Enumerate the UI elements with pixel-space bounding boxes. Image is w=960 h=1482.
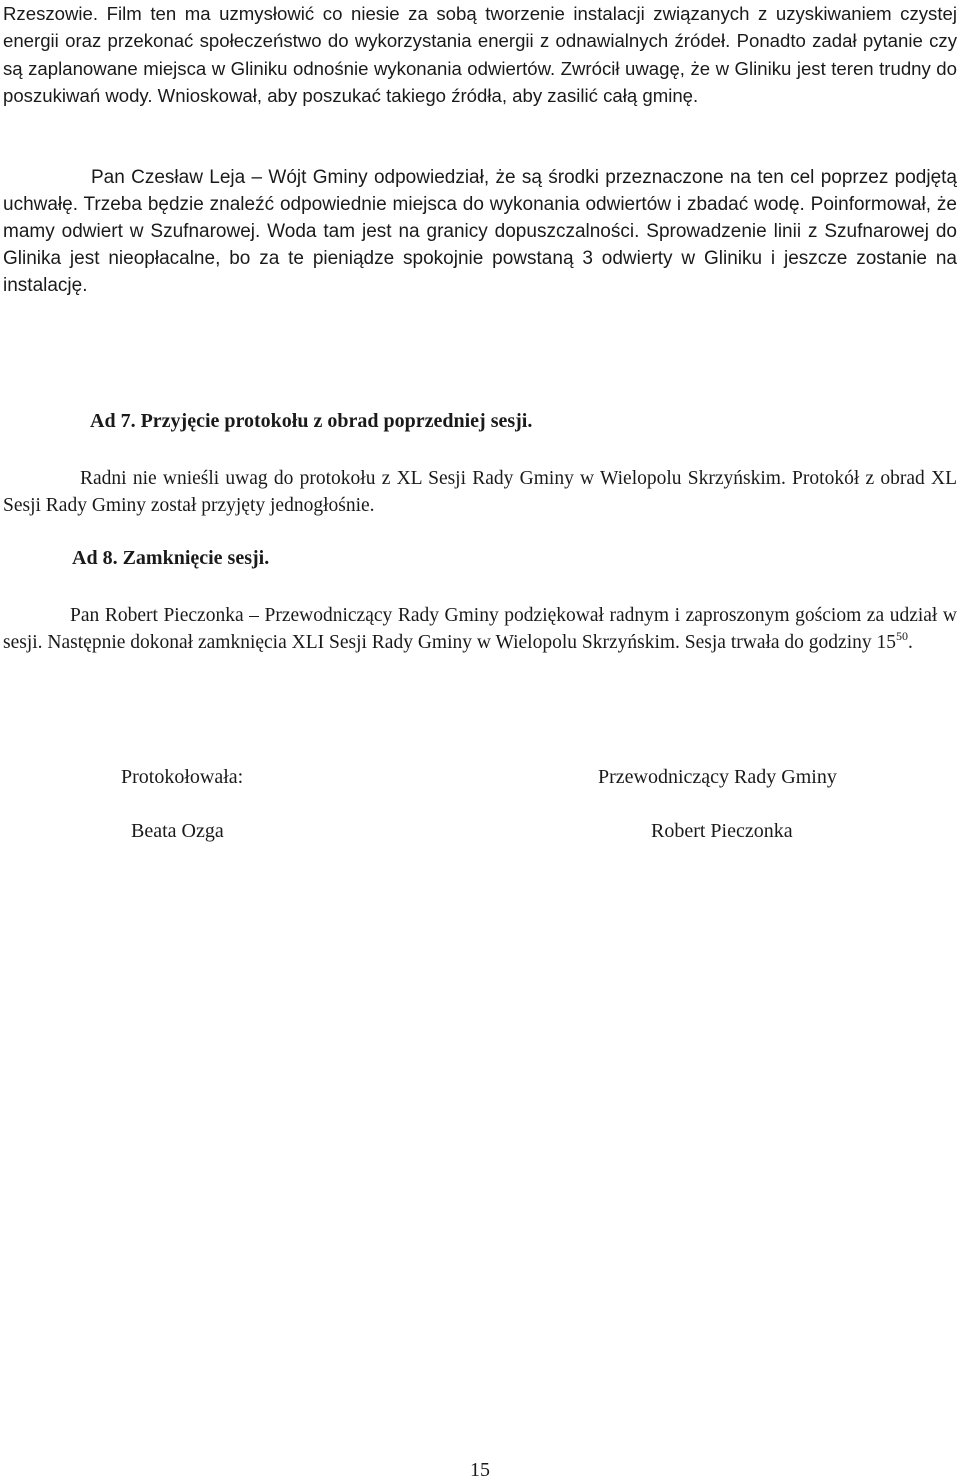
paragraph-session-closing bbox=[3, 602, 957, 656]
page-number: 15 bbox=[470, 1459, 490, 1481]
closing-time-superscript: 50 bbox=[896, 629, 908, 643]
signature-right-role: Przewodniczący Rady Gminy bbox=[598, 766, 837, 788]
signature-left-role: Protokołowała: bbox=[121, 766, 244, 788]
closing-period: . bbox=[908, 632, 913, 653]
paragraph-protocol-accepted: Radni nie wnieśli uwag do protokołu z XL Sesji Rady Gminy w Wielopolu Skrzyńskim. Protokół z obrad XL Sesji Rady Gminy został przyjęty jednogłośnie. bbox=[3, 468, 957, 516]
signature-right-name: Robert Pieczonka bbox=[651, 820, 793, 842]
heading-ad8: Ad 8. Zamknięcie sesji. bbox=[72, 547, 270, 569]
signature-left-name: Beata Ozga bbox=[131, 820, 224, 842]
paragraph-wojt-response: Pan Czesław Leja – Wójt Gminy odpowiedział, że są środki przeznaczone na ten cel poprzez podjętą uchwałę. Trzeba będzie znaleźć odpowiednie miejsca do wykonania odwiertów i zbadać wodę. Poinformował, że mamy odwiert w Szufnarowej. Woda tam jest na granicy dopuszczalności. Sprowadzenie linii z Szufnarowej do Glinika jest nieopłacalne, bo za te pieniądze spokojnie powstaną 3 odwierty w Gliniku i jeszcze zostanie na instalację. bbox=[3, 167, 957, 296]
paragraph-rzeszowie-film: Rzeszowie. Film ten ma uzmysłowić co niesie za sobą tworzenie instalacji związanych z uzyskiwaniem czystej energii oraz przekonać społeczeństwo do wykorzystania energii z odnawialnych źródeł. Ponadto zadał pytanie czy są zaplanowane miejsca w Gliniku odnośnie wykonania odwiertów. Zwrócił uwagę, że w Gliniku jest teren trudny do poszukiwań wody. Wnioskował, aby poszukać takiego źródła, aby zasilić całą gminę. bbox=[3, 3, 957, 107]
heading-ad7: Ad 7. Przyjęcie protokołu z obrad poprzedniej sesji. bbox=[90, 410, 533, 432]
closing-text: Pan Robert Pieczonka – Przewodniczący Rady Gminy podziękował radnym i zaproszonym gościom za udział w sesji. Następnie dokonał zamknięcia XLI Sesji Rady Gminy w Wielopolu Skrzyńskim. Sesja trwała do godziny 15 bbox=[3, 605, 957, 653]
